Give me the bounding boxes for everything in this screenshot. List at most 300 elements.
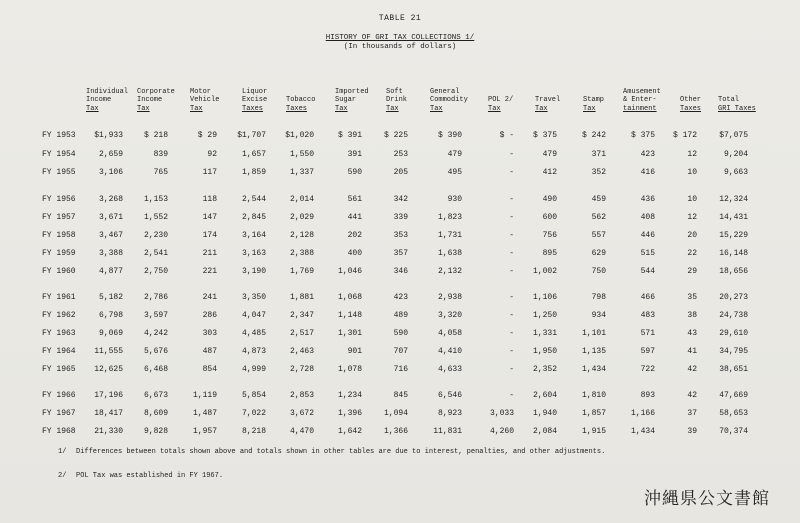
table-cell: 3,164 [241,231,266,240]
table-cell: 4,999 [241,365,266,374]
table-cell: 423 [640,150,655,159]
table-cell: 286 [202,311,217,320]
table-cell: 1,487 [192,409,217,418]
table-cell: 756 [542,231,557,240]
table-cell: 10 [687,195,697,204]
table-cell: 22 [687,249,697,258]
column-header-line: Excise [242,96,268,105]
table-cell: 3,033 [489,409,514,418]
column-header-line: Corporate [137,88,175,96]
table-cell: 6,546 [437,391,462,400]
column-header-line: Drink [386,96,408,105]
fiscal-year-label: FY 1957 [42,213,76,222]
table-cell: 459 [591,195,606,204]
table-cell: 2,541 [143,249,168,258]
table-row [0,249,800,261]
column-header-line: Travel [535,96,561,105]
table-cell: 2,014 [289,195,314,204]
table-cell: 400 [347,249,362,258]
table-cell: 1,810 [581,391,606,400]
table-cell: 490 [542,195,557,204]
table-cell: $7,075 [719,131,748,140]
table-cell: 18,656 [719,267,748,276]
table-cell: 479 [542,150,557,159]
table-row [0,365,800,377]
column-header-7 [386,88,407,113]
table-cell: 561 [347,195,362,204]
table-cell: 12,625 [94,365,123,374]
column-header-5 [286,96,315,113]
table-cell: 29,610 [719,329,748,338]
table-cell: 901 [347,347,362,356]
table-cell: 5,182 [98,293,123,302]
table-cell: 12,324 [719,195,748,204]
column-header-12 [623,88,661,113]
column-header-line: Tax [430,104,443,113]
table-cell: 12 [687,213,697,222]
table-cell: 1,068 [337,293,362,302]
table-cell: 2,029 [289,213,314,222]
column-header-13 [680,96,701,113]
fiscal-year-label: FY 1953 [42,131,76,140]
table-cell: $ 375 [630,131,655,140]
table-cell: $ 172 [672,131,697,140]
table-cell: 346 [393,267,408,276]
table-cell: 9,204 [723,150,748,159]
table-cell: 487 [202,347,217,356]
table-cell: 3,672 [289,409,314,418]
table-cell: 2,659 [98,150,123,159]
table-cell: - [509,168,514,177]
fiscal-year-label: FY 1961 [42,293,76,302]
table-cell: 7,022 [241,409,266,418]
table-cell: 1,950 [532,347,557,356]
table-cell: 441 [347,213,362,222]
column-header-line: Stamp [583,96,605,105]
table-cell: 930 [447,195,462,204]
table-cell: 43 [687,329,697,338]
table-cell: 3,190 [241,267,266,276]
column-header-line: Tax [86,104,99,113]
table-cell: 1,638 [437,249,462,258]
table-cell: 241 [202,293,217,302]
table-cell: 21,330 [94,427,123,436]
table-cell: 446 [640,231,655,240]
table-cell: 15,229 [719,231,748,240]
table-row [0,267,800,279]
table-cell: 1,434 [630,427,655,436]
table-cell: - [509,365,514,374]
table-cell: 629 [591,249,606,258]
table-cell: 4,470 [289,427,314,436]
table-cell: 1,094 [383,409,408,418]
table-cell: 3,388 [98,249,123,258]
table-cell: $ 391 [337,131,362,140]
table-cell: 597 [640,347,655,356]
table-cell: 466 [640,293,655,302]
table-row [0,168,800,180]
table-cell: 489 [393,311,408,320]
table-cell: 1,823 [437,213,462,222]
table-cell: 14,431 [719,213,748,222]
table-cell: 5,854 [241,391,266,400]
table-cell: 29 [687,267,697,276]
table-cell: 1,915 [581,427,606,436]
table-cell: 38 [687,311,697,320]
footnote-2-text: POL Tax was established in FY 1967. [76,472,224,480]
table-cell: 4,410 [437,347,462,356]
column-header-line: Taxes [680,104,702,113]
table-cell: 8,609 [143,409,168,418]
table-cell: 9,069 [98,329,123,338]
table-cell: 20 [687,231,697,240]
table-cell: 1,119 [192,391,217,400]
table-cell: 4,260 [489,427,514,436]
table-cell: 39 [687,427,697,436]
table-cell: 2,728 [289,365,314,374]
table-cell: 12 [687,150,697,159]
table-cell: 893 [640,391,655,400]
column-header-line: General [430,88,460,96]
table-cell: 1,550 [289,150,314,159]
table-row [0,231,800,243]
table-cell: 1,940 [532,409,557,418]
table-cell: $ 29 [197,131,217,140]
fiscal-year-label: FY 1956 [42,195,76,204]
table-cell: 436 [640,195,655,204]
table-cell: 4,873 [241,347,266,356]
fiscal-year-label: FY 1960 [42,267,76,276]
title-line-2: (In thousands of dollars) [343,43,457,51]
table-cell: 8,923 [437,409,462,418]
column-header-8 [430,88,468,113]
table-cell: 5,676 [143,347,168,356]
column-header-1 [86,88,128,113]
table-cell: 479 [447,150,462,159]
column-header-4 [242,88,267,113]
table-cell: 3,106 [98,168,123,177]
table-cell: 16,148 [719,249,748,258]
table-cell: $ 242 [581,131,606,140]
table-cell: 416 [640,168,655,177]
table-cell: - [509,311,514,320]
table-cell: 352 [591,168,606,177]
column-header-line: Tax [335,104,348,113]
fiscal-year-label: FY 1968 [42,427,76,436]
table-cell: 202 [347,231,362,240]
table-cell: $ - [499,131,514,140]
table-cell: 371 [591,150,606,159]
table-cell: 765 [153,168,168,177]
table-cell: 1,166 [630,409,655,418]
table-cell: 211 [202,249,217,258]
fiscal-year-label: FY 1963 [42,329,76,338]
archive-stamp: 沖縄県公文書館 [644,489,770,509]
table-cell: 1,366 [383,427,408,436]
table-cell: 854 [202,365,217,374]
table-cell: 20,273 [719,293,748,302]
table-cell: 2,517 [289,329,314,338]
table-cell: 2,352 [532,365,557,374]
column-header-line: Motor [190,88,212,96]
column-header-line: Taxes [286,104,308,113]
table-row [0,391,800,403]
table-cell: 4,633 [437,365,462,374]
table-cell: 35 [687,293,697,302]
table-cell: 1,552 [143,213,168,222]
fiscal-year-label: FY 1962 [42,311,76,320]
table-cell: 2,604 [532,391,557,400]
table-cell: 17,196 [94,391,123,400]
table-cell: $ 225 [383,131,408,140]
table-cell: - [509,231,514,240]
column-header-2 [137,88,175,113]
fiscal-year-label: FY 1965 [42,365,76,374]
table-row [0,427,800,439]
table-cell: 221 [202,267,217,276]
column-header-line: tainment [623,104,657,113]
table-cell: 557 [591,231,606,240]
footnote-2-marker: 2/ [58,472,67,480]
table-cell: 38,651 [719,365,748,374]
table-cell: 722 [640,365,655,374]
table-row [0,150,800,162]
table-cell: 1,396 [337,409,362,418]
table-cell: 1,078 [337,365,362,374]
column-header-line: Tax [583,104,596,113]
table-cell: 845 [393,391,408,400]
table-cell: 391 [347,150,362,159]
table-cell: 4,047 [241,311,266,320]
table-cell: 600 [542,213,557,222]
column-header-3 [190,88,219,113]
table-cell: 1,657 [241,150,266,159]
table-cell: 1,859 [241,168,266,177]
table-cell: 342 [393,195,408,204]
column-header-line: Amusement [623,88,661,96]
table-cell: $1,933 [94,131,123,140]
table-cell: 10 [687,168,697,177]
table-cell: 9,663 [723,168,748,177]
fiscal-year-label: FY 1964 [42,347,76,356]
table-cell: 47,669 [719,391,748,400]
table-cell: 515 [640,249,655,258]
table-cell: 2,750 [143,267,168,276]
table-cell: 70,374 [719,427,748,436]
column-header-11 [583,96,604,113]
table-cell: 357 [393,249,408,258]
table-cell: $1,020 [285,131,314,140]
table-cell: - [509,213,514,222]
column-header-line: Liquor [242,88,268,96]
table-cell: - [509,150,514,159]
table-cell: 92 [207,150,217,159]
table-cell: 11,831 [433,427,462,436]
table-cell: 1,153 [143,195,168,204]
table-cell: 798 [591,293,606,302]
table-cell: 483 [640,311,655,320]
table-cell: 1,337 [289,168,314,177]
column-header-line: Imported [335,88,369,96]
column-header-line: Tobacco [286,96,316,105]
table-number: TABLE 21 [378,14,422,23]
table-cell: 2,388 [289,249,314,258]
table-cell: 562 [591,213,606,222]
table-cell: 590 [393,329,408,338]
fiscal-year-label: FY 1966 [42,391,76,400]
table-cell: 2,347 [289,311,314,320]
table-cell: 707 [393,347,408,356]
table-cell: 9,828 [143,427,168,436]
table-cell: 1,642 [337,427,362,436]
table-cell: 303 [202,329,217,338]
table-row [0,347,800,359]
table-row [0,213,800,225]
table-cell: 11,555 [94,347,123,356]
column-header-line: Individual [86,88,129,96]
table-row [0,293,800,305]
footnote-1-text: Differences between totals shown above and totals shown in other tables are due to interest, penalties, and other adjustments. [76,448,606,456]
table-cell: 2,853 [289,391,314,400]
table-cell: 4,877 [98,267,123,276]
table-cell: 1,002 [532,267,557,276]
table-cell: 4,485 [241,329,266,338]
table-cell: 1,857 [581,409,606,418]
footnote-1-marker: 1/ [58,448,67,456]
table-cell: 353 [393,231,408,240]
fiscal-year-label: FY 1954 [42,150,76,159]
fiscal-year-label: FY 1959 [42,249,76,258]
table-cell: 3,268 [98,195,123,204]
table-cell: 3,671 [98,213,123,222]
table-cell: 934 [591,311,606,320]
table-row [0,311,800,323]
table-cell: 2,230 [143,231,168,240]
title-line-1: HISTORY OF GRI TAX COLLECTIONS 1/ [325,34,475,42]
table-cell: 571 [640,329,655,338]
table-cell: 3,350 [241,293,266,302]
fiscal-year-label: FY 1958 [42,231,76,240]
table-cell: 3,320 [437,311,462,320]
table-row [0,409,800,421]
table-cell: 37 [687,409,697,418]
column-header-line: Total [718,96,740,105]
table-cell: 408 [640,213,655,222]
column-header-line: Tax [190,104,203,113]
table-row [0,195,800,207]
table-cell: 4,058 [437,329,462,338]
table-cell: 6,468 [143,365,168,374]
column-header-10 [535,96,560,113]
table-cell: - [509,267,514,276]
table-cell: 2,938 [437,293,462,302]
table-cell: $ 218 [143,131,168,140]
table-cell: 2,845 [241,213,266,222]
table-cell: 41 [687,347,697,356]
table-cell: 1,148 [337,311,362,320]
table-cell: 3,163 [241,249,266,258]
table-cell: 895 [542,249,557,258]
table-cell: 118 [202,195,217,204]
table-cell: 2,463 [289,347,314,356]
table-cell: 1,731 [437,231,462,240]
table-cell: 1,101 [581,329,606,338]
column-header-line: Other [680,96,702,105]
table-cell: 1,434 [581,365,606,374]
table-cell: 1,331 [532,329,557,338]
column-header-14 [718,96,756,113]
table-cell: - [509,347,514,356]
table-cell: 42 [687,391,697,400]
table-cell: 253 [393,150,408,159]
table-cell: 1,769 [289,267,314,276]
column-header-line: Tax [137,104,150,113]
table-title [0,34,800,52]
table-cell: 1,234 [337,391,362,400]
column-header-line: POL 2/ [488,96,514,105]
table-cell: 174 [202,231,217,240]
table-cell: $ 375 [532,131,557,140]
table-cell: 2,132 [437,267,462,276]
table-cell: $1,707 [237,131,266,140]
table-cell: 58,653 [719,409,748,418]
column-header-line: Tax [535,104,548,113]
table-cell: 42 [687,365,697,374]
table-cell: 1,135 [581,347,606,356]
table-cell: 24,738 [719,311,748,320]
table-cell: 423 [393,293,408,302]
table-cell: 544 [640,267,655,276]
table-cell: 147 [202,213,217,222]
table-cell: 8,218 [241,427,266,436]
table-cell: 339 [393,213,408,222]
table-cell: 205 [393,168,408,177]
column-header-line: Commodity [430,96,468,105]
table-cell: 3,597 [143,311,168,320]
table-cell: 1,106 [532,293,557,302]
table-cell: 4,242 [143,329,168,338]
column-header-9 [488,96,513,113]
table-cell: - [509,293,514,302]
table-cell: 1,046 [337,267,362,276]
table-cell: 590 [347,168,362,177]
table-cell: - [509,391,514,400]
column-header-line: Income [137,96,163,105]
table-cell: 839 [153,150,168,159]
table-row [0,131,800,143]
column-header-line: Tax [386,104,399,113]
table-cell: 6,798 [98,311,123,320]
table-cell: 117 [202,168,217,177]
table-cell: - [509,249,514,258]
table-cell: 1,301 [337,329,362,338]
table-cell: - [509,329,514,338]
column-header-6 [335,88,369,113]
table-cell: 3,467 [98,231,123,240]
column-header-line: Tax [488,104,501,113]
column-header-line: Vehicle [190,96,220,105]
column-header-line: Income [86,96,112,105]
table-cell: 750 [591,267,606,276]
table-cell: 716 [393,365,408,374]
table-cell: 1,250 [532,311,557,320]
table-cell: 1,957 [192,427,217,436]
column-header-line: & Enter- [623,96,657,105]
fiscal-year-label: FY 1955 [42,168,76,177]
table-cell: 2,544 [241,195,266,204]
table-cell: 1,881 [289,293,314,302]
column-header-line: Soft [386,88,403,96]
